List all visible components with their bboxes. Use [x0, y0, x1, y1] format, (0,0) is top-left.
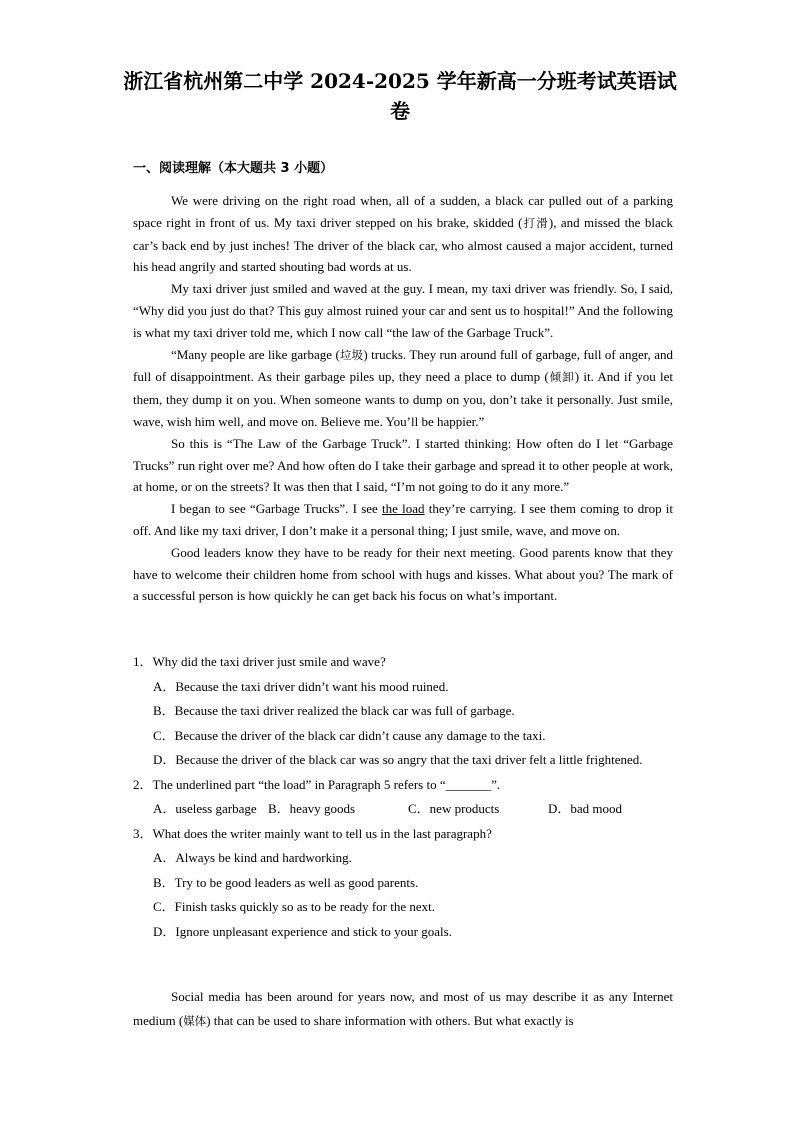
chinese-gloss: 媒体	[183, 1014, 207, 1028]
chinese-gloss: 打滑	[522, 215, 549, 230]
option-c: C．new products	[408, 801, 500, 816]
chinese-gloss: 垃圾	[339, 347, 364, 362]
option-d: D．Ignore unpleasant experience and stick to your goals.	[153, 923, 452, 939]
option-d: D．Because the driver of the black car was so angry that the taxi driver felt a little frightened.	[153, 752, 643, 767]
reading-passage-2	[133, 985, 673, 1033]
paragraph-1	[133, 190, 673, 278]
option-c: C．Finish tasks quickly so as to be ready for the next.	[153, 899, 435, 914]
option-a: A．Always be kind and hardworking.	[153, 850, 352, 865]
paragraph-3	[133, 344, 673, 433]
paragraph-text: ) that can be used to share information with others. But what exactly is	[206, 1013, 574, 1028]
paragraph-5	[133, 498, 673, 542]
paragraph-text: I began to see “Garbage Trucks”. I see	[171, 501, 383, 517]
paragraph-text: ) trucks. They run around full of garbage, full of anger, and full of disappointment. As their garbage piles up, they need a place to dump (	[133, 346, 673, 385]
option-b: B．heavy goods	[268, 801, 356, 816]
reading-passage-1	[133, 190, 673, 607]
underlined-phrase: the load	[382, 501, 425, 517]
option-a: A．useless garbage	[153, 801, 257, 816]
question-list	[133, 650, 673, 944]
paragraph-text: they’re carrying. I see them coming to drop it off. And like my taxi driver, I don’t make it a personal thing; I just smile, wave, and move on.	[133, 501, 674, 538]
option-row	[153, 797, 673, 822]
paragraph-text: Social media has been around for years now, and most of us may describe it as any Internet medium (	[133, 989, 673, 1028]
option-c: C．Because the driver of the black car didn’t cause any damage to the taxi.	[153, 727, 546, 743]
question-1	[133, 650, 673, 773]
paragraph-6: Good leaders know they have to be ready for their next meeting. Good parents know that they have to welcome their children home from school with hugs and kisses. What about you? The mark of a successful person is how quickly he can get back his focus on what’s important.	[133, 544, 673, 604]
question-stem: 2．The underlined part “the load” in Paragraph 5 refers to “_______”.	[133, 776, 501, 792]
paragraph-text: ) it. And if you let them, they dump it on you. When someone wants to dump on you, don’t take it personally. Just smile, wave, wish him well, and move on. Believe me. You’ll be happier.”	[133, 369, 674, 429]
question-3	[133, 822, 673, 945]
paragraph-text: ), and missed the black car’s back end by just inches! The driver of the black car, who almost caused a major accident, turned his head angrily and started shouting bad words at us.	[133, 214, 674, 275]
chinese-gloss: 倾卸	[548, 370, 575, 385]
section-heading: 一、阅读理解（本大题共 3 小题）	[133, 161, 334, 176]
option-b: B．Try to be good leaders as well as good parents.	[153, 874, 419, 890]
paragraph-4: So this is “The Law of the Garbage Truck”. I started thinking: How often do I let “Garbage Trucks” run right over me? And how often do I take their garbage and spread it to other people at work, at home, or on the streets? It was then that I said, “I’m not going to do it any more.”	[133, 435, 673, 495]
option-b: B．Because the taxi driver realized the black car was full of garbage.	[153, 703, 515, 718]
paragraph-text: We were driving on the right road when, all of a sudden, a black car pulled out of a parking space right in front of us. My taxi driver stepped on his brake, skidded (	[133, 193, 673, 230]
question-2	[133, 773, 673, 822]
page-title: 浙江省杭州第二中学 2024-2025 学年新高一分班考试英语试卷	[123, 69, 677, 123]
question-stem: 3．What does the writer mainly want to tell us in the last paragraph?	[133, 825, 492, 841]
paragraph-text: “Many people are like garbage (	[171, 346, 340, 362]
option-d: D．bad mood	[548, 801, 623, 816]
question-stem: 1．Why did the taxi driver just smile and wave?	[133, 654, 386, 669]
option-a: A．Because the taxi driver didn’t want his mood ruined.	[153, 678, 449, 694]
paragraph-2: My taxi driver just smiled and waved at the guy. I mean, my taxi driver was friendly. So, I said, “Why did you just do that? This guy almost ruined your car and sent us to hospital!” And the following is what my taxi driver told me, which I now call “the law of the Garbage Truck”.	[133, 281, 673, 340]
paragraph-1	[133, 985, 673, 1033]
